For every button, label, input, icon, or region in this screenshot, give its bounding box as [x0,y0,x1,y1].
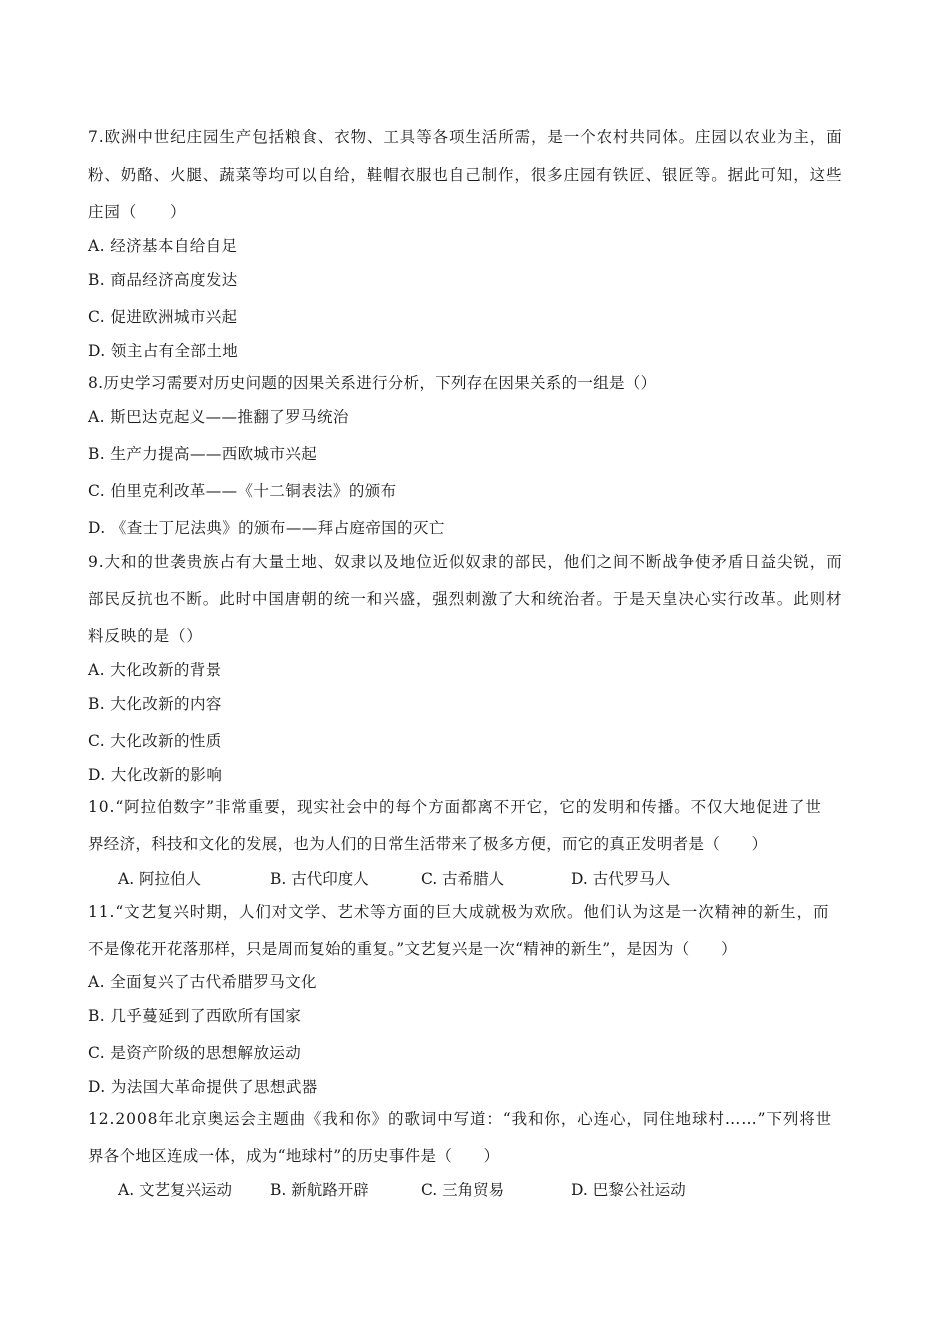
question-9-option-a: A. 大化改新的背景 [88,661,222,679]
question-12-option-d: D. 巴黎公社运动 [571,1181,686,1199]
question-10-option-c: C. 古希腊人 [421,870,505,888]
question-9-stem-line-3: 料反映的是（） [88,627,203,645]
question-10-option-d: D. 古代罗马人 [571,870,671,888]
question-8-stem-line-1: 8.历史学习需要对历史问题的因果关系进行分析，下列存在因果关系的一组是（） [88,374,657,392]
question-9-stem-line-1: 9.大和的世袭贵族占有大量土地、奴隶以及地位近似奴隶的部民，他们之间不断战争使矛盾日益尖锐，而 [88,553,843,571]
question-11-stem-line-1: 11.“文艺复兴时期，人们对文学、艺术等方面的巨大成就极为欢欣。他们认为这是一次精神的新生，而 [88,903,830,921]
question-10-option-b: B. 古代印度人 [270,870,369,888]
question-8-option-a: A. 斯巴达克起义——推翻了罗马统治 [88,408,349,426]
question-10-stem-line-2: 界经济，科技和文化的发展，也为人们的日常生活带来了极多方便，而它的真正发明者是（ ） [88,835,768,853]
question-12-option-a: A. 文艺复兴运动 [118,1181,233,1199]
question-10-stem-line-1: 10.“阿拉伯数字”非常重要，现实社会中的每个方面都离不开它，它的发明和传播。不仅大地促进了世 [88,798,822,816]
question-8-option-c: C. 伯里克利改革——《十二铜表法》的颁布 [88,482,397,500]
question-7-option-d: D. 领主占有全部土地 [88,342,239,360]
question-12-stem-line-1: 12.2008年北京奥运会主题曲《我和你》的歌词中写道：“我和你，心连心，同住地球村……”下列将世 [88,1110,833,1128]
question-12-stem-line-2: 界各个地区连成一体，成为“地球村”的历史事件是（ ） [88,1147,500,1165]
question-9-option-d: D. 大化改新的影响 [88,766,223,784]
question-11-stem-line-2: 不是像花开花落那样，只是周而复始的重复。”文艺复兴是一次“精神的新生”，是因为（ ） [88,940,737,958]
question-9-option-c: C. 大化改新的性质 [88,732,222,750]
question-12-option-b: B. 新航路开辟 [270,1181,369,1199]
question-11-option-b: B. 几乎蔓延到了西欧所有国家 [88,1007,302,1025]
question-8-option-b: B. 生产力提高——西欧城市兴起 [88,445,318,463]
question-10-option-a: A. 阿拉伯人 [118,870,202,888]
question-11-option-c: C. 是资产阶级的思想解放运动 [88,1044,302,1062]
question-12-option-c: C. 三角贸易 [421,1181,505,1199]
question-7-stem-line-1: 7.欧洲中世纪庄园生产包括粮食、衣物、工具等各项生活所需，是一个农村共同体。庄园以农业为主，面 [88,128,843,146]
question-11-option-d: D. 为法国大革命提供了思想武器 [88,1078,318,1096]
question-9-option-b: B. 大化改新的内容 [88,695,222,713]
question-7-option-a: A. 经济基本自给自足 [88,237,238,255]
question-7-stem-line-2: 粉、奶酪、火腿、蔬菜等均可以自给，鞋帽衣服也自己制作，很多庄园有铁匠、银匠等。据此可知，这些 [88,166,843,184]
question-9-stem-line-2: 部民反抗也不断。此时中国唐朝的统一和兴盛，强烈刺激了大和统治者。于是天皇决心实行改革。此则材 [88,590,843,608]
question-7-option-b: B. 商品经济高度发达 [88,271,238,289]
question-11-option-a: A. 全面复兴了古代希腊罗马文化 [88,973,317,991]
question-7-stem-line-3: 庄园（ ） [88,203,187,221]
question-7-option-c: C. 促进欧洲城市兴起 [88,308,238,326]
question-8-option-d: D. 《查士丁尼法典》的颁布——拜占庭帝国的灭亡 [88,519,445,537]
